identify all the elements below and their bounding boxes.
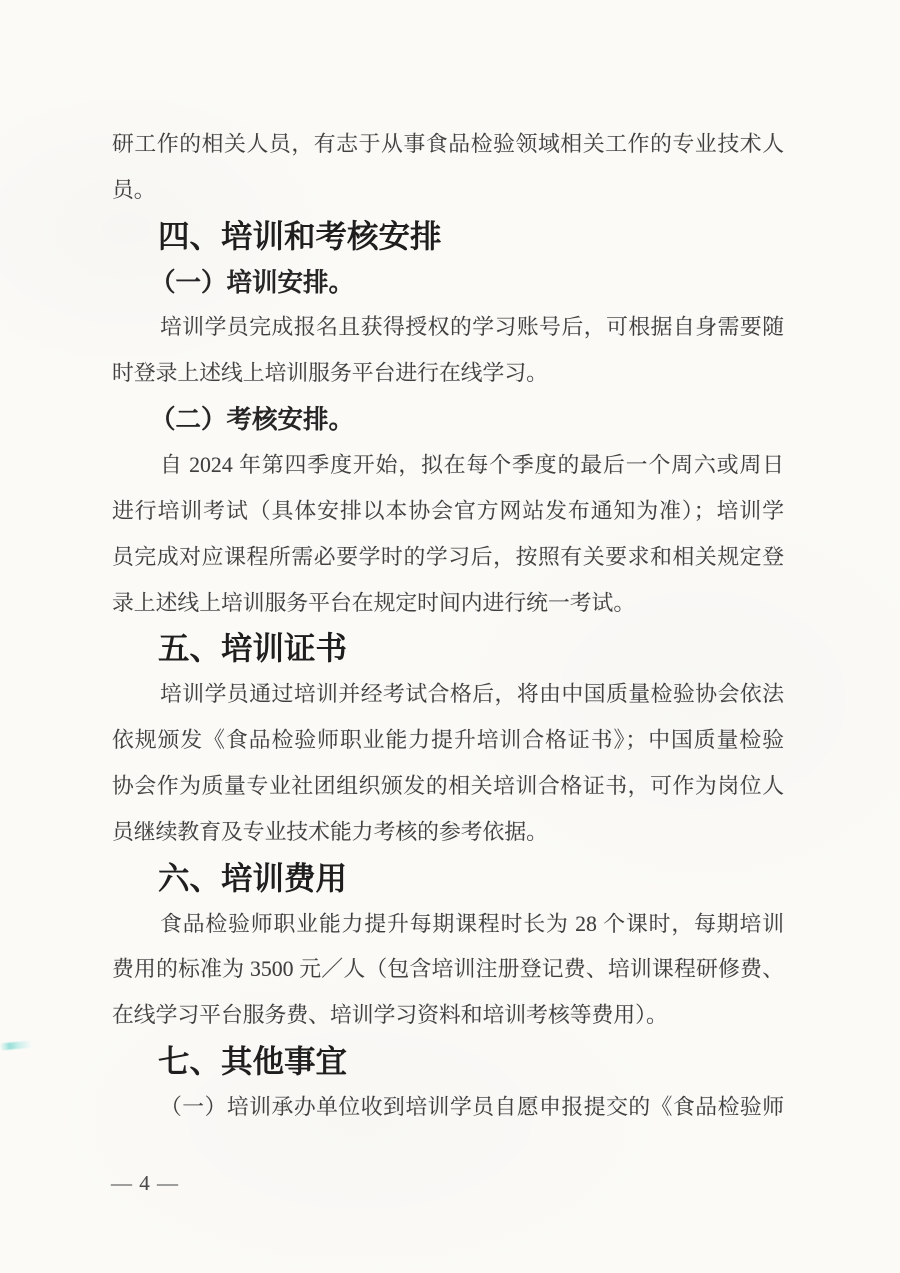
paragraph bbox=[112, 902, 784, 1040]
text-line: 员完成对应课程所需必要学时的学习后，按照有关要求和相关规定登 bbox=[112, 544, 784, 569]
document-body bbox=[112, 122, 784, 1131]
text-line: 员。 bbox=[112, 177, 156, 202]
heading-text: （二）考核安排。 bbox=[150, 405, 355, 435]
page-number: — 4 — bbox=[111, 1171, 179, 1195]
text-line: 费用的标准为 3500 元／人（包含培训注册登记费、培训课程研修费、 bbox=[112, 957, 784, 982]
text-line: 依规颁发《食品检验师职业能力提升培训合格证书》；中国质量检验 bbox=[112, 728, 784, 753]
paragraph bbox=[112, 672, 784, 855]
heading-text: 四、培训和考核安排 bbox=[158, 217, 442, 254]
text-line: 录上述线上培训服务平台在规定时间内进行统一考试。 bbox=[112, 590, 636, 615]
heading-text: 七、其他事宜 bbox=[158, 1043, 348, 1080]
section-heading bbox=[112, 1039, 784, 1085]
section-heading bbox=[112, 626, 784, 672]
text-line: 培训学员通过培训并经考试合格后，将由中国质量检验协会依法 bbox=[160, 682, 784, 707]
section-heading bbox=[112, 856, 784, 902]
text-line: 员继续教育及专业技术能力考核的参考依据。 bbox=[112, 819, 548, 844]
text-line: 培训学员完成报名且获得授权的学习账号后，可根据自身需要随 bbox=[160, 315, 784, 340]
text-line: 协会作为质量专业社团组织颁发的相关培训合格证书，可作为岗位人 bbox=[112, 774, 784, 799]
heading-text: 六、培训费用 bbox=[158, 859, 348, 896]
section-heading bbox=[112, 214, 784, 260]
text-line: 食品检验师职业能力提升每期课程时长为 28 个课时，每期培训 bbox=[160, 911, 784, 936]
text-line: （一）培训承办单位收到培训学员自愿申报提交的《食品检验师 bbox=[160, 1095, 784, 1120]
text-line: 自 2024 年第四季度开始，拟在每个季度的最后一个周六或周日 bbox=[160, 453, 784, 478]
paragraph bbox=[112, 305, 784, 397]
sub-heading bbox=[112, 260, 784, 306]
heading-text: （一）培训安排。 bbox=[150, 267, 355, 297]
text-line: 研工作的相关人员，有志于从事食品检验领域相关工作的专业技术人 bbox=[112, 132, 784, 156]
text-line: 在线学习平台服务费、培训学习资料和培训考核等费用）。 bbox=[112, 1003, 668, 1028]
scan-artifact-mark bbox=[0, 1041, 32, 1051]
paragraph bbox=[112, 1085, 784, 1131]
paragraph bbox=[112, 443, 784, 626]
sub-heading bbox=[112, 397, 784, 443]
text-line: 进行培训考试（具体安排以本协会官方网站发布通知为准）；培训学 bbox=[112, 498, 784, 523]
paragraph bbox=[112, 122, 784, 214]
heading-text: 五、培训证书 bbox=[158, 630, 348, 667]
text-line: 时登录上述线上培训服务平台进行在线学习。 bbox=[112, 361, 548, 386]
